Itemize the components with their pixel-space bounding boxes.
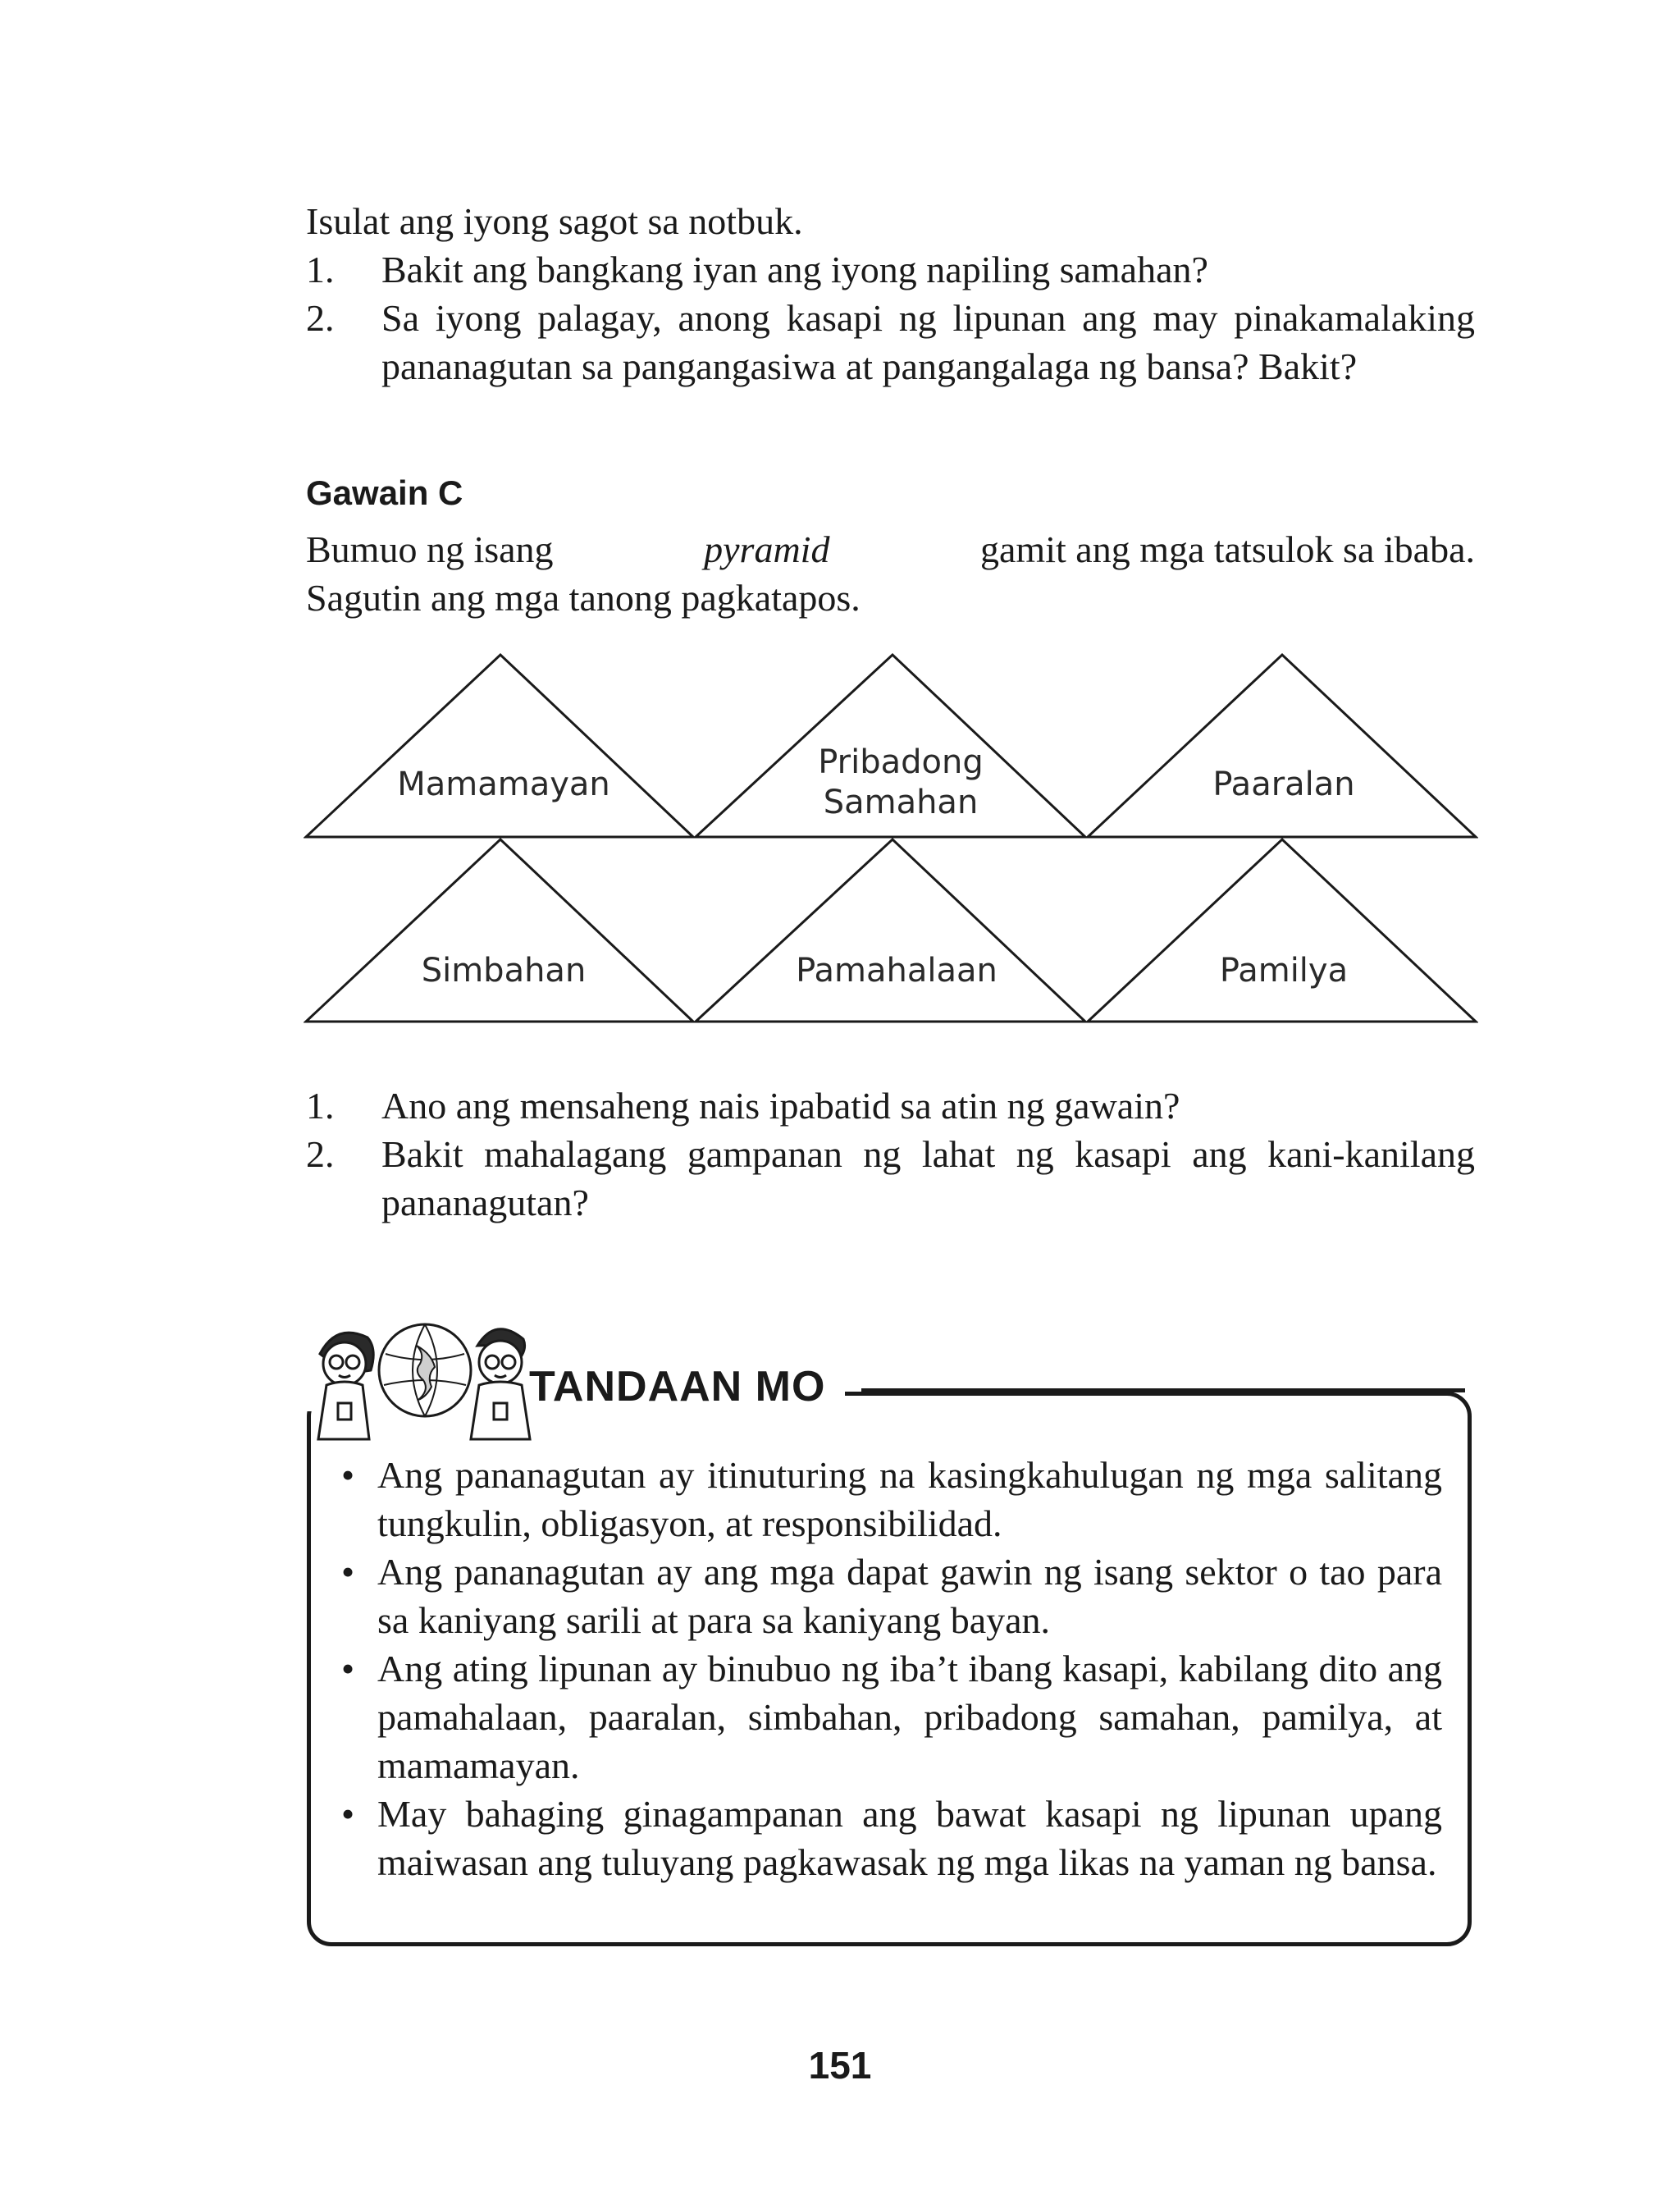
- boy-mascot-icon: [471, 1329, 530, 1439]
- tandaan-bullet-list: [326, 1451, 1442, 1886]
- question-item: [306, 1130, 1475, 1227]
- item-number: 1.: [306, 249, 335, 290]
- item-text: Sa iyong palagay, anong kasapi ng lipunan ang may pinakamalaking pananagutan sa pangangasiwa at pangangalaga ng bansa? Bakit?: [381, 297, 1475, 387]
- triangle-pieces-diagram: [304, 652, 1478, 1026]
- label-samahan: Samahan: [823, 784, 979, 821]
- triangle-paaralan[interactable]: [1088, 655, 1476, 837]
- bullet-icon: •: [341, 1454, 355, 1496]
- intro-question-list: [306, 245, 1475, 391]
- girl-mascot-icon: [318, 1333, 373, 1439]
- label-paaralan: Paaralan: [1212, 766, 1355, 803]
- gawain-questions: [306, 1081, 1475, 1227]
- triangle-simbahan[interactable]: [306, 839, 693, 1022]
- intro-instruction: Isulat ang iyong sagot sa notbuk.: [306, 200, 803, 242]
- item-number: 2.: [306, 297, 335, 339]
- bullet-text: Ang ating lipunan ay binubuo ng iba’t ibang kasapi, kabilang dito ang pamahalaan, paaralan, simbahan, pribadong samahan, pamilya, at mamamayan.: [377, 1648, 1442, 1786]
- bullet-item: [326, 1548, 1442, 1644]
- bullet-icon: •: [341, 1793, 355, 1835]
- intro-question-item: [306, 245, 1475, 294]
- page-number: 151: [808, 2044, 872, 2087]
- title-rule: [861, 1388, 1465, 1392]
- label-pamahalaan: Pamahalaan: [796, 952, 998, 990]
- label-mamamayan: Mamamayan: [397, 766, 610, 803]
- intro-question-item: [306, 294, 1475, 391]
- item-number: 2.: [306, 1133, 335, 1175]
- item-text: Bakit ang bangkang iyan ang iyong napiling samahan?: [381, 249, 1208, 290]
- bullet-text: Ang pananagutan ay ang mga dapat gawin ng isang sektor o tao para sa kaniyang sarili at para sa kaniyang bayan.: [377, 1551, 1442, 1641]
- question-list: [306, 1081, 1475, 1227]
- item-text: Ano ang mensaheng nais ipabatid sa atin ng gawain?: [381, 1085, 1180, 1127]
- bullet-text: Ang pananagutan ay itinuturing na kasingkahulugan ng mga salitang tungkulin, obligasyon, at responsibilidad.: [377, 1454, 1442, 1544]
- text-before: Bumuo ng isang: [306, 528, 554, 570]
- gawain-line-2: Sagutin ang mga tanong pagkatapos.: [306, 577, 861, 619]
- item-number: 1.: [306, 1085, 335, 1127]
- bullet-icon: •: [341, 1648, 355, 1689]
- bullet-item: [326, 1644, 1442, 1790]
- gawain-heading: Gawain C: [306, 473, 463, 512]
- gawain-instructions: [306, 525, 1475, 622]
- label-pribadong: Pribadong: [818, 743, 984, 781]
- globe-icon: [379, 1324, 471, 1416]
- gawain-line-1: [306, 525, 1475, 574]
- triangle-pamahalaan[interactable]: [696, 839, 1085, 1022]
- intro-section: [306, 197, 1475, 391]
- triangle-pamilya[interactable]: [1088, 839, 1476, 1022]
- question-item: [306, 1081, 1475, 1130]
- tandaan-title: TANDAAN MO: [529, 1363, 826, 1410]
- italic-term: pyramid: [704, 528, 830, 570]
- bullet-item: [326, 1790, 1442, 1886]
- text-after: gamit ang mga tatsulok sa ibaba.: [980, 528, 1475, 570]
- triangle-mamamayan[interactable]: [306, 655, 693, 837]
- bullet-item: [326, 1451, 1442, 1548]
- mascot-illustration: [304, 1305, 541, 1444]
- item-text: Bakit mahalagang gampanan ng lahat ng kasapi ang kani-kanilang pananagutan?: [381, 1133, 1475, 1223]
- label-simbahan: Simbahan: [421, 952, 587, 990]
- tandaan-mo-section: [304, 1305, 1477, 1961]
- label-pamilya: Pamilya: [1219, 952, 1349, 990]
- bullet-text: May bahaging ginagampanan ang bawat kasapi ng lipunan upang maiwasan ang tuluyang pagkawasak ng mga likas na yaman ng bansa.: [377, 1793, 1442, 1883]
- bullet-icon: •: [341, 1551, 355, 1593]
